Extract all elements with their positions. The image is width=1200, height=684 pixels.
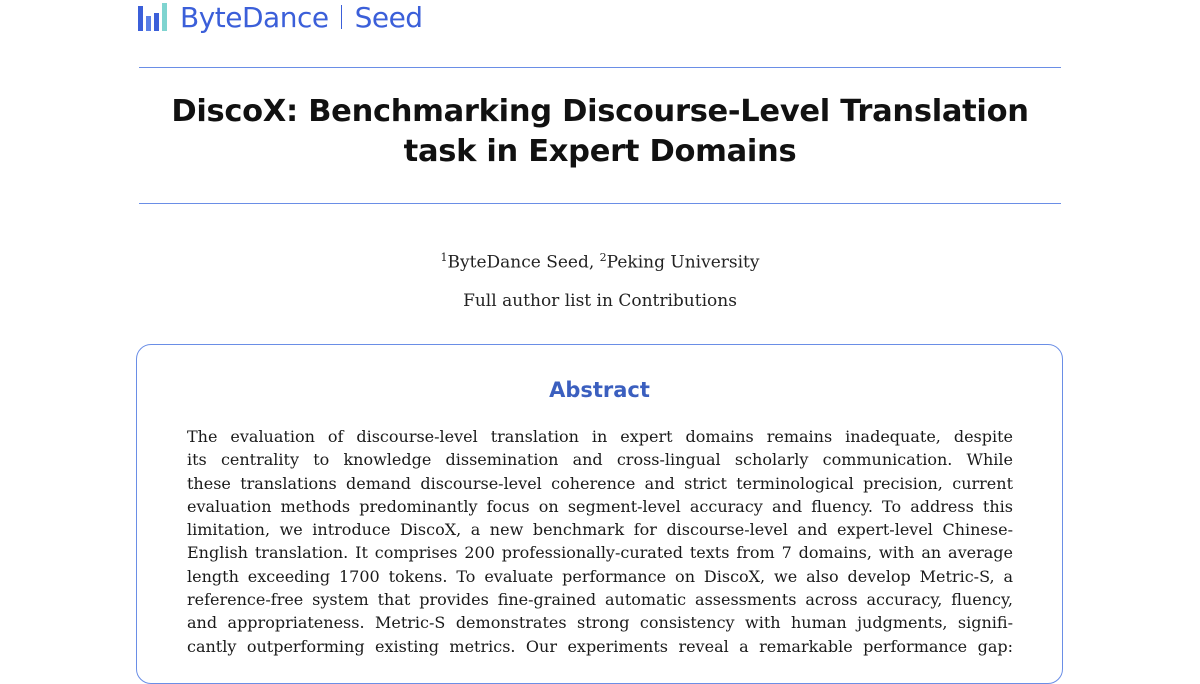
- logo-product-text: Seed: [354, 0, 423, 34]
- abstract-line: these translations demand discourse-level coherence and strict terminological precision, current: [187, 473, 1013, 493]
- affiliation-2: Peking University: [606, 252, 760, 273]
- paper-title: DiscoX: Benchmarking Discourse-Level Translation task in Expert Domains: [171, 94, 1029, 169]
- abstract-line: English translation. It comprises 200 professionally-curated texts from 7 domains, with an average: [187, 543, 1013, 563]
- abstract-line: evaluation methods predominantly focus on segment-level accuracy and fluency. To address this: [187, 496, 1013, 516]
- abstract-line: reference-free system that provides fine-grained automatic assessments across accuracy, fluency,: [187, 590, 1013, 610]
- affiliation-marker-2: 2: [599, 251, 607, 264]
- title-top-rule: [139, 67, 1061, 68]
- authors-note: Full author list in Contributions: [463, 291, 737, 311]
- affiliation-marker-1: 1: [440, 251, 448, 264]
- abstract-line: its centrality to knowledge dissemination and cross-lingual scholarly communication. While: [187, 450, 1013, 470]
- bytedance-seed-logo: [138, 0, 423, 34]
- affiliation-1: ByteDance Seed,: [447, 252, 600, 273]
- abstract-line: cantly outperforming existing metrics. Our experiments reveal a remarkable performance gap:: [187, 636, 1013, 656]
- abstract-line: length exceeding 1700 tokens. To evaluate performance on DiscoX, we also develop Metric-S, a: [187, 566, 1013, 586]
- abstract-box: [136, 344, 1063, 684]
- logo-divider: [341, 5, 342, 29]
- abstract-heading: Abstract: [549, 378, 650, 402]
- affiliations: [0, 251, 1200, 273]
- abstract-body: [187, 425, 1013, 658]
- abstract-line: and appropriateness. Metric-S demonstrates strong consistency with human judgments, signifi-: [187, 613, 1013, 633]
- logo-brand-text: ByteDance: [180, 0, 329, 34]
- abstract-line: The evaluation of discourse-level translation in expert domains remains inadequate, despite: [187, 427, 1013, 446]
- abstract-line: limitation, we introduce DiscoX, a new benchmark for discourse-level and expert-level Chinese-: [187, 520, 1013, 540]
- title-bottom-rule: [139, 203, 1061, 204]
- bar-chart-logo-icon: [138, 2, 172, 32]
